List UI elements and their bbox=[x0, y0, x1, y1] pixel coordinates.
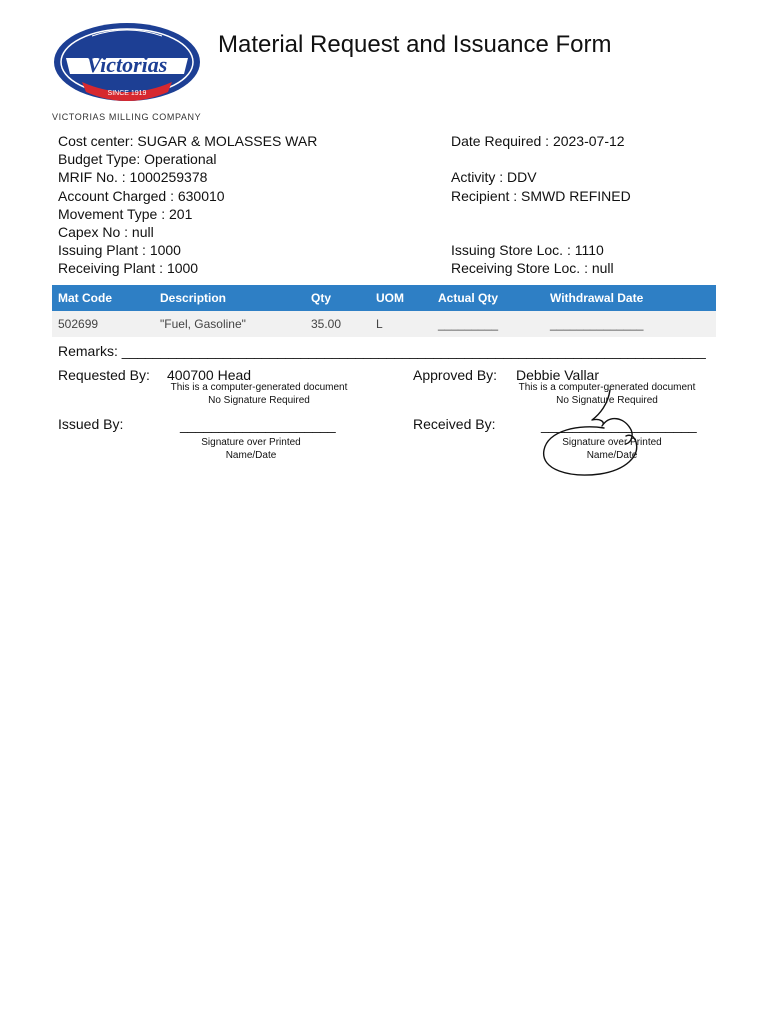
requested-by-value: 400700 Head bbox=[167, 367, 252, 383]
issued-by-line: ____________________ bbox=[180, 417, 336, 433]
approved-note: This is a computer-generated document No Signature Required bbox=[518, 382, 696, 406]
svg-text:SINCE 1919: SINCE 1919 bbox=[107, 90, 147, 97]
col-mat-code: Mat Code bbox=[52, 285, 154, 311]
col-uom: UOM bbox=[370, 285, 432, 311]
victorias-logo bbox=[52, 22, 212, 106]
info-left-block bbox=[58, 132, 317, 278]
date-required: Date Required : 2023-07-12 bbox=[451, 133, 625, 149]
requested-by-label: Requested By: bbox=[58, 367, 150, 383]
company-name: VICTORIAS MILLING COMPANY bbox=[52, 112, 202, 122]
col-qty: Qty bbox=[305, 285, 370, 311]
issuing-store-loc: Issuing Store Loc. : 1110 bbox=[451, 242, 604, 259]
approved-by-label: Approved By: bbox=[413, 367, 498, 383]
receiving-store-loc: Receiving Store Loc. : null bbox=[451, 260, 614, 277]
table-row bbox=[52, 311, 716, 337]
cell-qty: 35.00 bbox=[305, 311, 370, 337]
received-note: Signature over Printed Name/Date bbox=[562, 437, 662, 461]
capex-no: Capex No : null bbox=[58, 223, 154, 240]
received-by-label: Received By: bbox=[413, 416, 496, 432]
col-actual-qty: Actual Qty bbox=[432, 285, 544, 311]
issued-note: Signature over Printed Name/Date bbox=[201, 437, 301, 461]
page-title: Material Request and Issuance Form bbox=[218, 31, 612, 58]
issuing-plant: Issuing Plant : 1000 bbox=[58, 242, 181, 259]
movement-type: Movement Type : 201 bbox=[58, 205, 193, 222]
handwritten-signature bbox=[540, 384, 650, 485]
issued-by-label: Issued By: bbox=[58, 416, 124, 432]
cell-actual-qty: _________ bbox=[432, 311, 544, 337]
recipient: Recipient : SMWD REFINED bbox=[451, 187, 631, 204]
cell-withdrawal-date: ______________ bbox=[544, 311, 716, 337]
table-header-row bbox=[52, 285, 716, 311]
materials-table bbox=[52, 285, 716, 337]
requested-note: This is a computer-generated document No Signature Required bbox=[170, 382, 348, 406]
cell-mat-code: 502699 bbox=[52, 311, 154, 337]
cost-center: Cost center: SUGAR & MOLASSES WAR bbox=[58, 133, 318, 149]
blank-line bbox=[451, 205, 631, 223]
svg-text:Victorias: Victorias bbox=[86, 52, 168, 77]
blank-line bbox=[451, 223, 631, 241]
activity: Activity : DDV bbox=[451, 169, 537, 186]
cell-uom: L bbox=[370, 311, 432, 337]
info-right-block bbox=[451, 132, 631, 278]
receiving-plant: Receiving Plant : 1000 bbox=[58, 260, 199, 277]
received-by-line: ____________________ bbox=[541, 417, 697, 433]
account-charged: Account Charged : 630010 bbox=[58, 187, 225, 204]
remarks-line: Remarks: ___________________________________________________________________________ bbox=[58, 343, 706, 359]
cell-description: "Fuel, Gasoline" bbox=[154, 311, 305, 337]
approved-by-value: Debbie Vallar bbox=[516, 367, 600, 383]
col-description: Description bbox=[154, 285, 305, 311]
mrif-no: MRIF No. : 1000259378 bbox=[58, 169, 208, 186]
blank-line bbox=[451, 150, 631, 168]
col-withdrawal-date: Withdrawal Date bbox=[544, 285, 716, 311]
budget-type: Budget Type: Operational bbox=[58, 151, 217, 168]
